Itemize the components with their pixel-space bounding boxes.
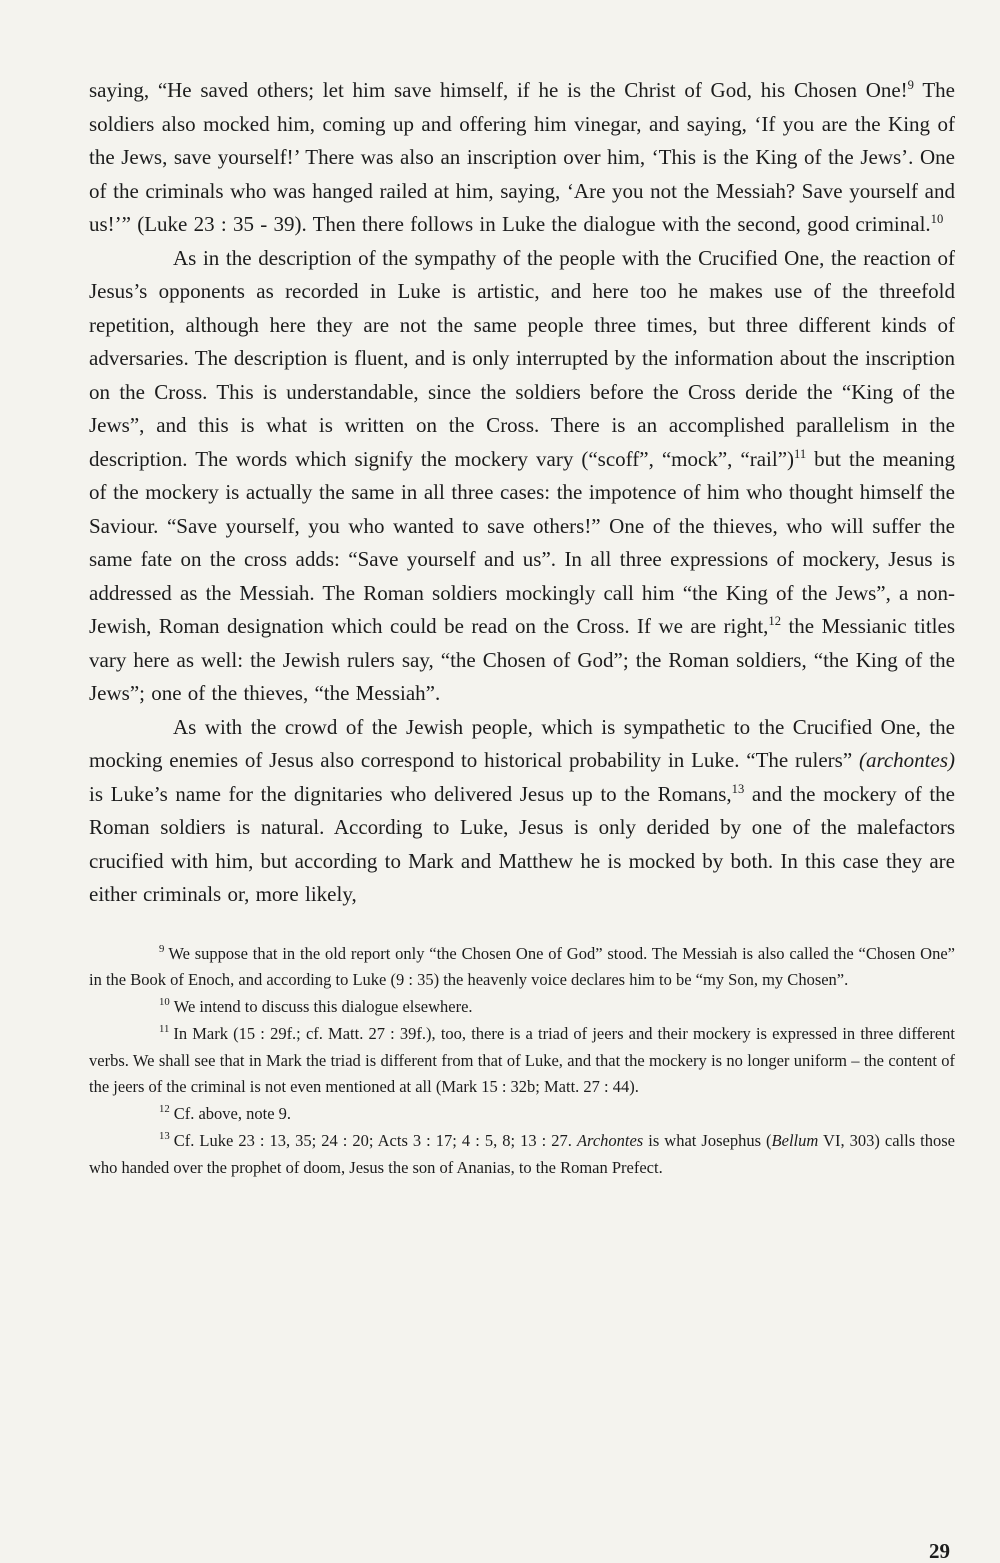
footnote-marker: 9	[159, 942, 165, 955]
footnote-marker: 11	[159, 1022, 170, 1035]
page	[89, 74, 955, 1182]
text-run: and the mockery of the Roman soldiers is natural. According to Luke, Jesus is only derided by one of the malefactors crucified with him, but according to Mark and Matthew he is mocked by both. In this case they are either criminals or, more likely,	[89, 781, 955, 906]
text-run: The soldiers also mocked him, coming up and offering him vinegar, and saying, ‘If you are the King of the Jews, save yourself!’ There was also an inscription over him, ‘This is the King of the Jews’. One of the criminals who was hanged railed at him, saying, ‘Are you not the Messiah? Save yourself and us!’” (Luke 23 : 35 - 39). Then there follows in Luke the dialogue with the second, good criminal.	[89, 78, 955, 236]
text-run: VI, 303) calls those who handed over the prophet of doom, Jesus the son of Ananias, to the Roman Prefect.	[89, 1131, 955, 1177]
footnote-marker: 13	[731, 781, 745, 796]
footnote-marker: 10	[159, 996, 170, 1009]
paragraph	[89, 74, 955, 242]
italic-text: Bellum	[771, 1131, 819, 1151]
text-run: We suppose that in the old report only “the Chosen One of God” stood. The Messiah is also called the “Chosen One” in the Book of Enoch, and according to Luke (9 : 35) the heavenly voice declares him to be “my Son, my Chosen”.	[89, 943, 955, 990]
footnote-marker: 12	[159, 1103, 170, 1116]
text-run: In Mark (15 : 29f.; cf. Matt. 27 : 39f.), too, there is a triad of jeers and their mockery is expressed in three different verbs. We shall see that in Mark the triad is different from that of Luke, and that the mockery is no longer uniform – the content of the jeers of the criminal is not even mentioned at all (Mark 15 : 32b; Matt. 27 : 44).	[89, 1023, 955, 1097]
paragraph	[89, 242, 955, 711]
text-run: As in the description of the sympathy of the people with the Crucified One, the reaction of Jesus’s opponents as recorded in Luke is artistic, and here too he makes use of the threefold repetition, although here they are not the same people three times, but three different kinds of adversaries. The description is fluent, and is only interrupted by the information about the inscription on the Cross. This is understandable, since the soldiers before the Cross deride the “King of the Jews”, and this is what is written on the Cross. There is an accomplished parallelism in the description. The words which signify the mockery vary (“scoff”, “mock”, “rail”)	[89, 245, 955, 471]
text-run: saying, “He saved others; let him save himself, if he is the Christ of God, his Chosen One!	[89, 78, 908, 102]
footnote-marker: 13	[159, 1130, 170, 1143]
page-number: 29	[929, 1539, 950, 1563]
text-run: Cf. above, note 9.	[173, 1104, 292, 1124]
footnote-marker: 12	[768, 613, 782, 628]
text-run: but the meaning of the mockery is actually the same in all three cases: the impotence of him who thought himself the Saviour. “Save yourself, you who wanted to save others!” One of the thieves, who will suffer the same fate on the cross adds: “Save yourself and us”. In all three expressions of mockery, Jesus is addressed as the Messiah. The Roman soldiers mockingly call him “the King of the Jews”, a non-Jewish, Roman designation which could be read on the Cross. If we are right,	[89, 446, 955, 638]
footnote-marker: 11	[794, 446, 807, 461]
text-run: is what Josephus (	[643, 1131, 772, 1151]
text-run: We intend to discuss this dialogue elsewhere.	[173, 997, 473, 1017]
footnote-marker: 9	[907, 77, 914, 92]
text-run: As with the crowd of the Jewish people, which is sympathetic to the Crucified One, the mocking enemies of Jesus also correspond to historical probability in Luke. “The rulers”	[89, 714, 955, 772]
text-run: the Messianic titles vary here as well: the Jewish rulers say, “the Chosen of God”; the Roman soldiers, “the King of the Jews”; one of the thieves, “the Messiah”.	[89, 614, 955, 705]
footnote-marker: 10	[930, 211, 944, 226]
italic-text: Archontes	[576, 1131, 644, 1151]
paragraph	[89, 711, 955, 912]
text-run: is Luke’s name for the dignitaries who delivered Jesus up to the Romans,	[89, 781, 732, 806]
footnote	[89, 1101, 955, 1128]
footnotes	[89, 941, 955, 1182]
italic-text: (archontes)	[858, 748, 955, 772]
footnote	[89, 1128, 955, 1182]
text-run: Cf. Luke 23 : 13, 35; 24 : 20; Acts 3 : 17; 4 : 5, 8; 13 : 27.	[173, 1131, 577, 1151]
footnote	[89, 941, 955, 995]
main-text	[89, 74, 955, 912]
footnote	[89, 994, 955, 1021]
footnote	[89, 1021, 955, 1101]
